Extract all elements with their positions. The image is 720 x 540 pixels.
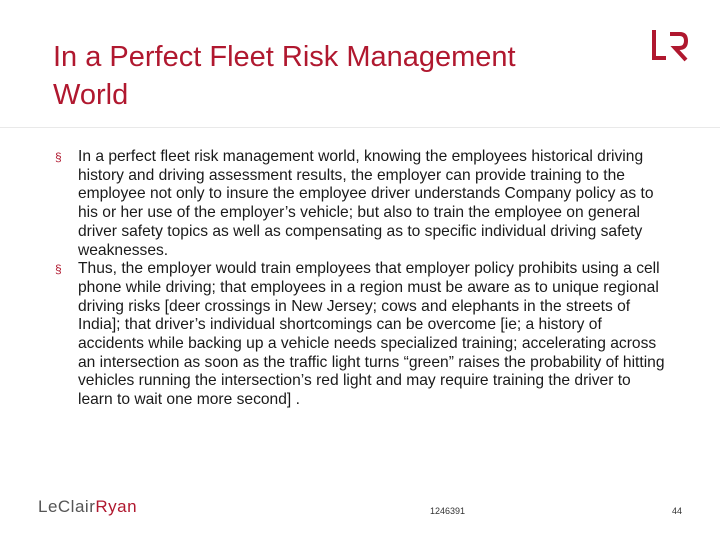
slide-title (53, 38, 613, 114)
slide-body (55, 148, 665, 410)
page-number: 44 (672, 506, 683, 516)
bullet-marker-icon: § (55, 262, 62, 277)
bullet-text: In a perfect fleet risk management world, knowing the employees historical driving history and driving assessment results, the employer can provide training to the employee not only to insure the employee driver understands Company policy as to his or her use of the employer’s vehicle; but also to train the employee on general driver safety topics as well as compensating as to specific individual driving safety weaknesses. (78, 148, 654, 259)
bullet-marker-icon: § (55, 150, 62, 164)
document-number: 1246391 (430, 506, 466, 516)
slide-title-line-2: World (53, 79, 129, 111)
slide-title-line-1: In a Perfect Fleet Risk Management (53, 41, 516, 73)
bullet-item (55, 148, 665, 260)
logo-text-ryan: Ryan (95, 497, 138, 516)
bullet-text: Thus, the employer would train employees that employer policy prohibits using a cell phone while driving; that employees in a region must be aware as to unique regional driving risks [deer crossings in New Jersey; cows and elephants in the streets of India]; that driver’s individual shortcomings can be overcome [ie; a history of accidents while backing up a vehicle needs specialized training; accelerating across an intersection as soon as the traffic light turns “green” raises the probability of hitting vehicles running the intersection’s red light and may require training the driver to learn to wait one more second] . (78, 260, 665, 409)
logo-text-leclair: LeClair (38, 497, 96, 516)
title-divider (0, 127, 720, 128)
bullet-item (55, 260, 665, 410)
lr-logo-icon (650, 28, 690, 64)
leclairryan-logo (38, 497, 137, 517)
